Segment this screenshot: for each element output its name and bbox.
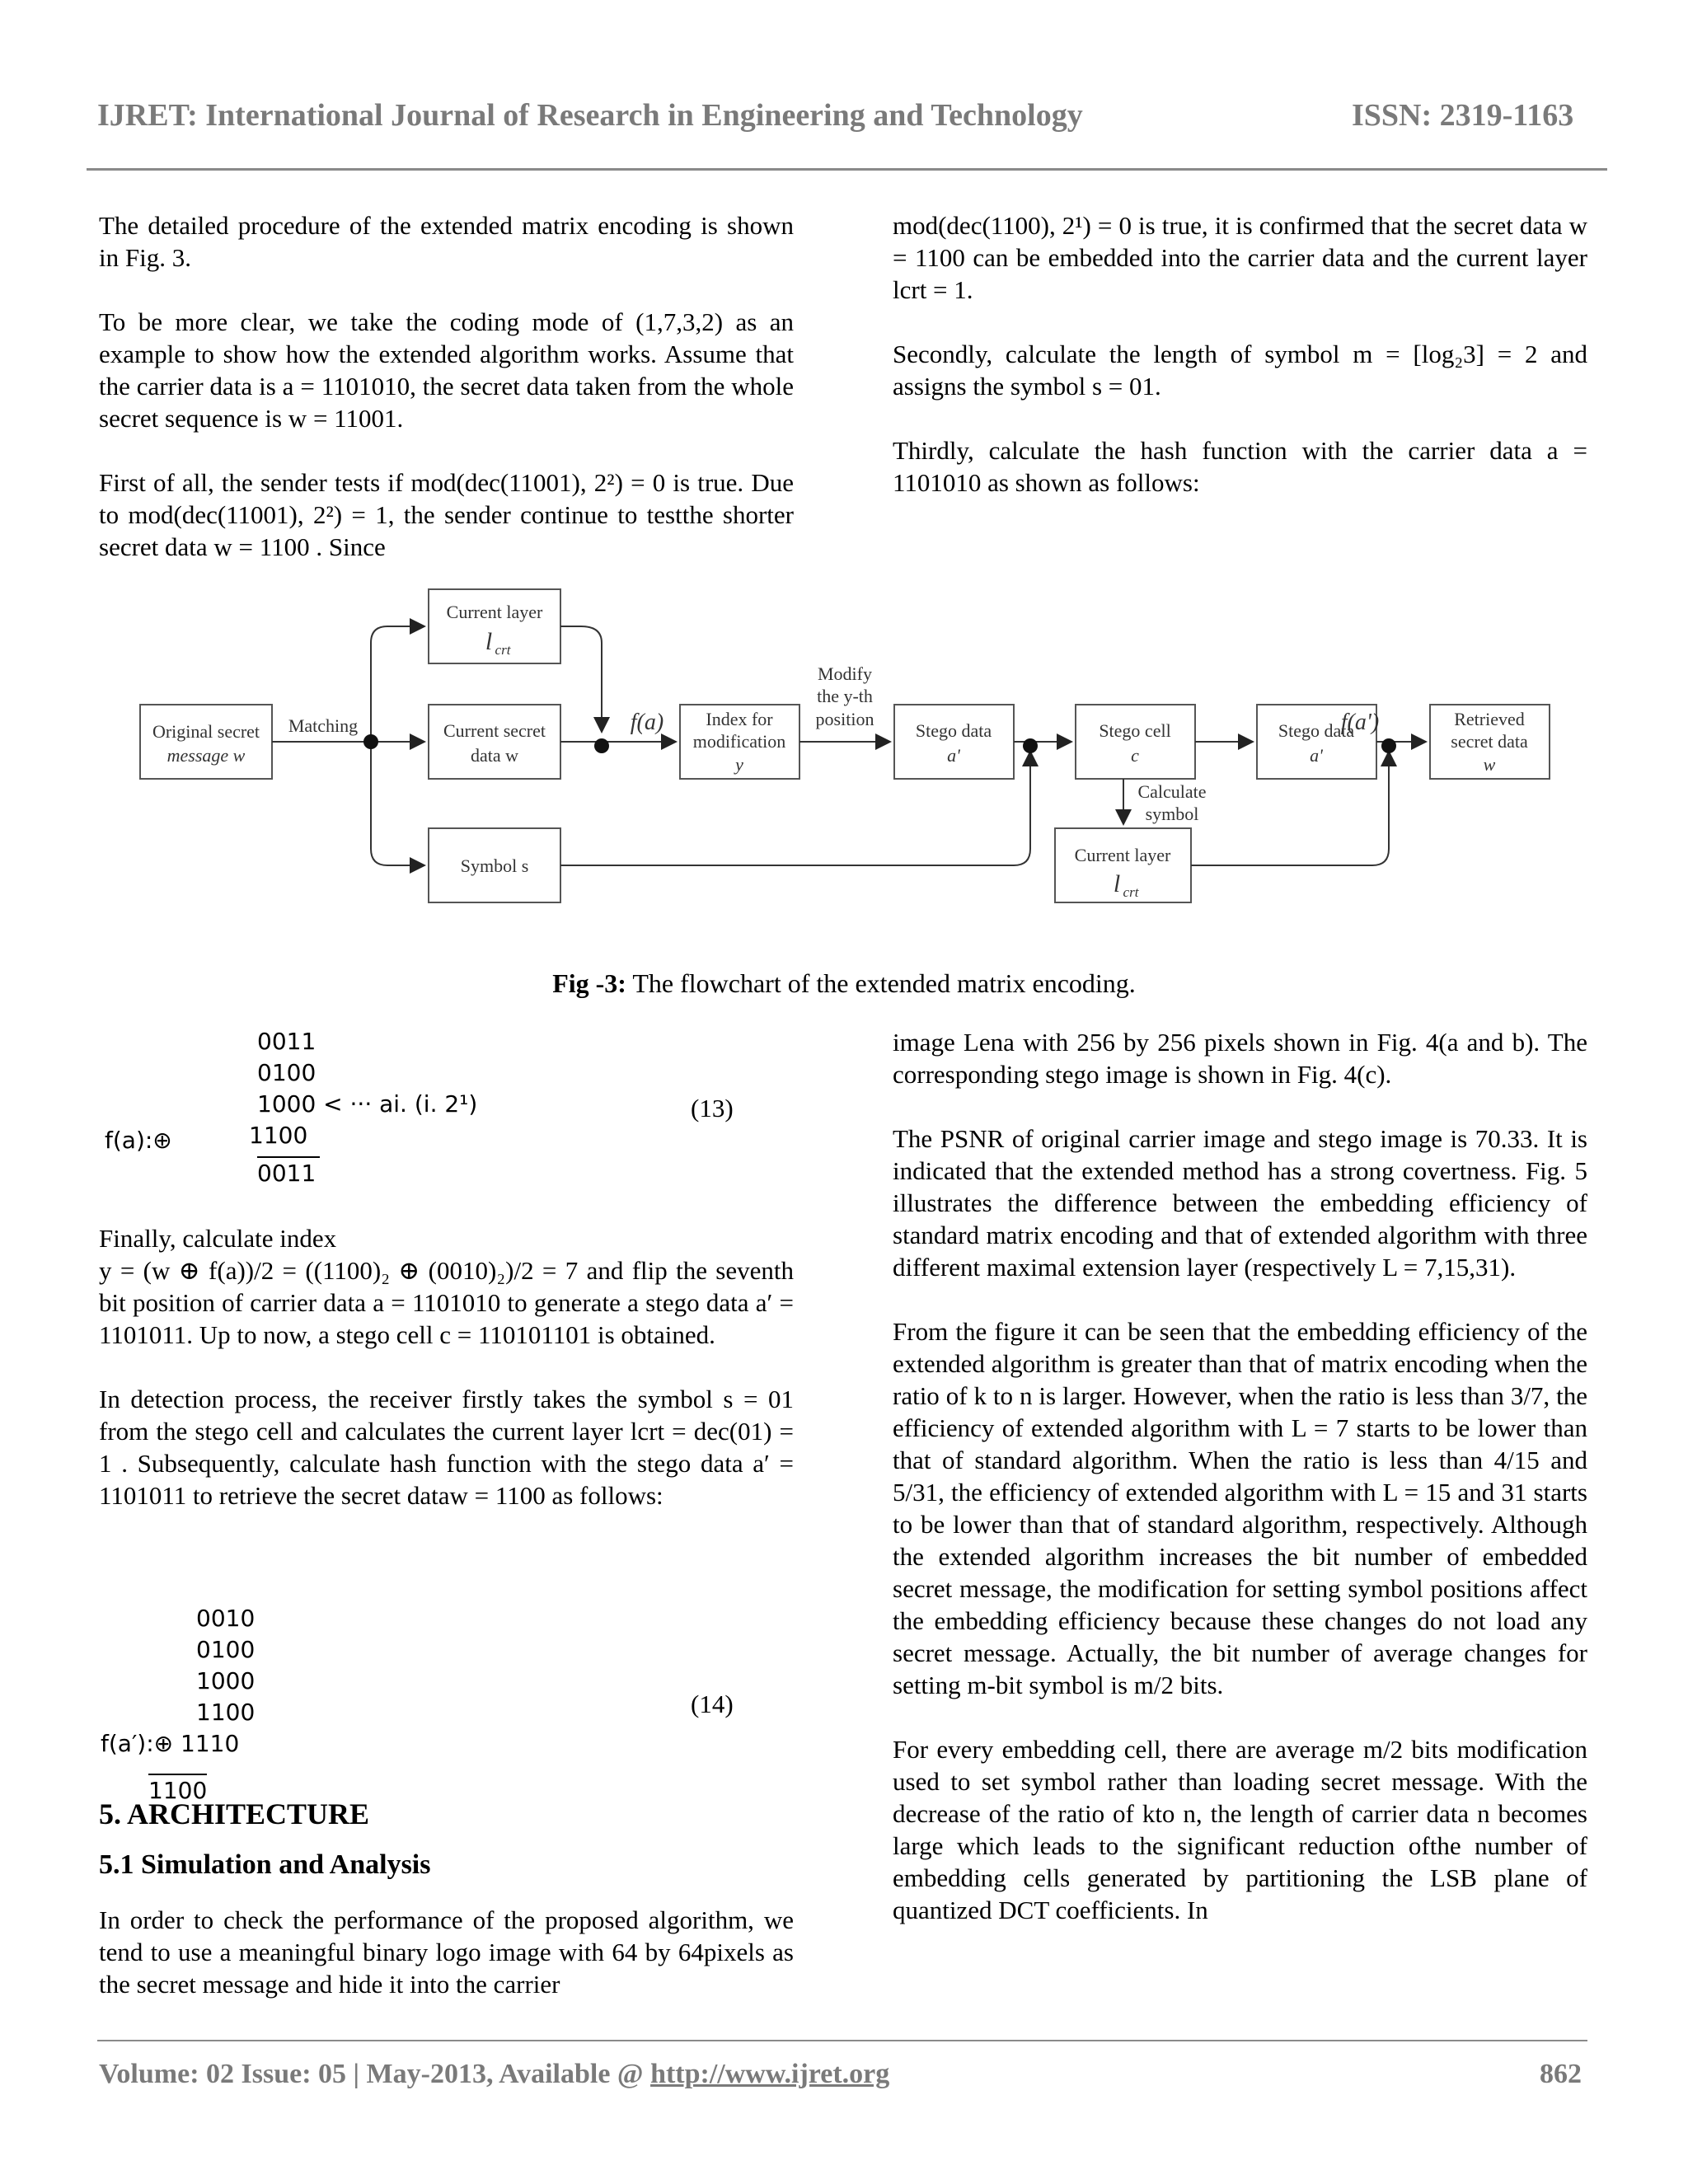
box-text: crt — [1123, 884, 1139, 900]
section-paragraph — [99, 1904, 794, 2032]
paragraph: y = (w ⊕ f(a))/2 = ((1100)₂ ⊕ (0010)₂)/2 = 7 and flip the seventh bit position of carrier data a = 1101010 to generate a stego data a′ = 1101011. Up to now, a stego cell c = 110101101 is obtained. — [99, 1256, 794, 1349]
left-column-top — [99, 209, 794, 595]
junction-node — [363, 734, 378, 749]
caption-text: The flowchart of the extended matrix encoding. — [626, 968, 1136, 998]
modify-label: the y-th — [817, 686, 873, 706]
modify-label: Modify — [818, 663, 872, 684]
fa-prime-label: f(a') — [1340, 710, 1380, 735]
equation-13 — [249, 1026, 478, 1189]
box-text: y — [735, 754, 743, 775]
flowchart-figure — [132, 577, 1566, 923]
eq-result: 1100 — [148, 1774, 207, 1807]
paragraph: The PSNR of original carrier image and stego image is 70.33. It is indicated that the extended method has a strong covertness. Fig. 5 illustrates the difference between the embedding efficiency of standard matrix encoding and that of extended algorithm with three different maximal extension layer (respectively L = 7,15,31). — [893, 1124, 1587, 1282]
box-text: Index for — [706, 709, 773, 729]
modify-label: position — [815, 709, 874, 729]
box-text: Current secret — [443, 720, 546, 741]
box-text: l — [485, 628, 493, 655]
eq13-label: f(a):⊕ — [105, 1127, 172, 1154]
eq-result: 0011 — [257, 1156, 320, 1189]
box-text: crt — [495, 642, 511, 658]
paragraph: The detailed procedure of the extended matrix encoding is shown in Fig. 3. — [99, 211, 794, 272]
eq-row: 1100 — [196, 1699, 256, 1726]
box-text: Stego data — [1278, 720, 1355, 741]
paragraph: mod(dec(1100), 2¹) = 0 is true, it is confirmed that the secret data w = 1100 can be embedded into the carrier data and the current layer lcrt = 1. — [893, 211, 1587, 304]
footer-text: Volume: 02 Issue: 05 | May-2013, Available @ — [99, 2059, 651, 2089]
box-text: modification — [692, 731, 786, 752]
box-stego-data-1 — [894, 705, 1014, 779]
paragraph: Secondly, calculate the length of symbol m = [log₂3] = 2 and assigns the symbol s = 01. — [893, 340, 1587, 401]
eq-row: 1100 — [249, 1122, 308, 1149]
paragraph: image Lena with 256 by 256 pixels shown in Fig. 4(a and b). The corresponding stego image is shown in Fig. 4(c). — [893, 1028, 1587, 1089]
junction-node — [594, 738, 609, 753]
footer-info — [99, 2059, 889, 2090]
right-column-top — [893, 209, 1587, 531]
issn: ISSN: 2319-1163 — [1352, 98, 1574, 133]
box-text: Retrieved — [1454, 709, 1525, 729]
subsection-title: 5.1 Simulation and Analysis — [99, 1849, 431, 1880]
page-number: 862 — [1540, 2059, 1582, 2089]
paragraph: To be more clear, we take the coding mode of (1,7,3,2) as an example to show how the extended algorithm works. Assume that the carrier data is a = 1101010, the secret data taken from the whole secret sequence is w = 11001. — [99, 307, 794, 433]
box-text: Current layer — [446, 602, 543, 622]
caption-label: Fig -3: — [552, 968, 626, 998]
eq-row: 0010 — [196, 1605, 256, 1632]
section-title: 5. ARCHITECTURE — [99, 1797, 370, 1830]
fa-label: f(a) — [630, 710, 664, 735]
eq-annotation: i. (i. 2¹) — [393, 1090, 478, 1118]
equation-14 — [196, 1603, 255, 1728]
box-text: a' — [947, 745, 960, 766]
paragraph: Finally, calculate index — [99, 1224, 337, 1253]
box-text: Stego data — [915, 720, 992, 741]
box-text: Original secret — [152, 721, 260, 742]
left-column-bottom — [99, 1222, 794, 1544]
eq-row: 0011 — [257, 1028, 316, 1055]
eq-row-annotated — [257, 1089, 477, 1120]
paragraph: First of all, the sender tests if mod(dec(11001), 2²) = 0 is true. Due to mod(dec(11001), 2²) = 1, the sender continue to testthe shorter secret data w = 1100 . Since — [99, 468, 794, 561]
eq-row: 1000 < ··· a — [257, 1090, 394, 1118]
paragraph: Thirdly, calculate the hash function with the carrier data a = 1101010 as shown as follows: — [893, 436, 1587, 497]
paragraph: In detection process, the receiver firstly takes the symbol s = 01 from the stego cell and calculates the current layer lcrt = dec(01) = 1 . Subsequently, calculate hash function with the stego data a′ = 1101011 to retrieve the secret dataw = 1100 as follows: — [99, 1385, 794, 1510]
eq-row: 0100 — [257, 1059, 316, 1086]
equation-number: (13) — [691, 1094, 734, 1122]
footer-rule — [97, 2040, 1587, 2041]
journal-link[interactable]: http://www.ijret.org — [650, 2059, 890, 2089]
box-text: Current layer — [1074, 845, 1171, 865]
junction-node — [1381, 738, 1396, 753]
box-text: Symbol s — [460, 855, 529, 876]
eq-row: f(a′):⊕ 1110 — [101, 1730, 240, 1757]
box-text: l — [1113, 870, 1121, 898]
journal-title: IJRET: International Journal of Research in Engineering and Technology — [97, 98, 1083, 133]
box-text: Stego cell — [1099, 720, 1171, 741]
box-text: w — [1483, 754, 1496, 775]
right-column-bottom — [893, 1026, 1587, 1958]
paragraph: In order to check the performance of the proposed algorithm, we tend to use a meaningful binary logo image with 64 by 64pixels as the secret message and hide it into the carrier — [99, 1905, 794, 1999]
box-text: secret data — [1451, 731, 1528, 752]
calculate-label: Calculate — [1137, 781, 1207, 802]
calculate-label: symbol — [1145, 804, 1199, 824]
figure-caption — [0, 968, 1688, 999]
box-text: a' — [1310, 745, 1323, 766]
box-current-secret — [429, 705, 560, 779]
box-original-message — [140, 705, 272, 779]
header-rule — [87, 168, 1607, 171]
eq-row: 0100 — [196, 1636, 256, 1663]
paragraph: For every embedding cell, there are average m/2 bits modification used to set symbol rather than loading secret message. With the decrease of the ratio of kto n, the length of carrier data n becomes large which leads to the significant reduction ofthe number of embedding cells generated by partitioning the LSB plane of quantized DCT coefficients. In — [893, 1735, 1587, 1924]
box-text: data w — [470, 745, 519, 766]
box-text: c — [1131, 745, 1139, 766]
paragraph: From the figure it can be seen that the embedding efficiency of the extended algorithm is greater than that of matrix encoding when the ratio of k to n is larger. However, when the ratio is less than 3/7, the efficiency of extended algorithm with L = 7 starts to be lower than that of standard algorithm. When the ratio is less than 4/15 and 5/31, the efficiency of extended algorithm with L = 15 and 31 starts to be lower than that of standard algorithm, respectively. Although the extended algorithm increases the bit number of embedded secret message, the modification for setting symbol positions affect the embedding efficiency because these changes do not load any secret message. Actually, the bit number of average changes for setting m-bit symbol is m/2 bits. — [893, 1317, 1587, 1699]
junction-node — [1023, 738, 1038, 753]
matching-label: Matching — [288, 715, 359, 736]
box-stego-cell — [1076, 705, 1195, 779]
equation-number: (14) — [691, 1690, 734, 1718]
box-text: message w — [166, 745, 246, 766]
eq-row: 1000 — [196, 1667, 256, 1694]
